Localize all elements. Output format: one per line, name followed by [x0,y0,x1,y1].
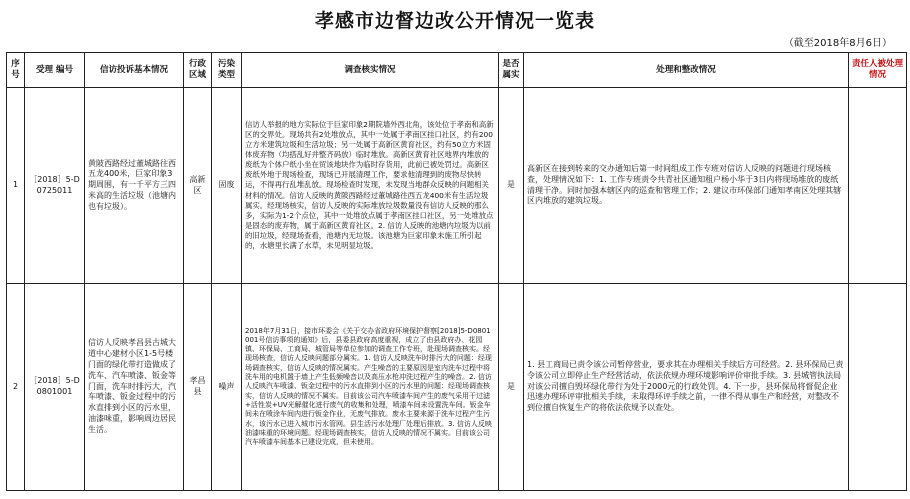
cell-pollution: 噪声 [212,284,242,491]
cell-verification: 2018年7月31日，接市环委会《关于交办省政府环境保护督察[2018]5-D0801001号信访事项的通知》后，县委县政府高度重视，成立了由县政府办、花园镇、环保局、工商局、城管局等单位参加的调查工作专班，赴现场调查核实。经现场核查，信访人反映问题部分属实。1. 信访人反映洗车时排污大的问题：经现场调查核实，信访人反映的情况属实。产生噪音的主要原因是室内洗车过程中将洗车用的电机置于墙上产生低频噪音以及高压水枪冲洗过程产生的噪音。2. 信访人反映汽车喷漆、钣金过程中的污水直排到小区的污水里的问题：经现场调查核实，信访人反映的情况不属实。目前该公司汽车喷漆车间产生的废气采用干过滤+活性炭+UV光解催化进行废气的收集和处理，喷漆车间未设置洗车间。钣金车间未在喷涂车间内进行钣金作业，无废气排放。废水主要来源于洗车过程产生污水，该污水已进入城市污水管网。县生活污水处理厂处理后排放。3. 信访人反映油漆味重的环境问题。经现场调查核实，信访人反映的情况不属实。目前该公司汽车喷漆车间基本已建设完成，但未使用。 [242,284,499,491]
cell-case-no: ［2018］5-D0801001 [25,284,85,491]
header-seq: 序号 [7,53,25,88]
disclosure-table [6,52,907,491]
cell-district: 高新区 [184,88,212,284]
table-row [7,88,907,284]
header-pollution: 污染类型 [212,53,242,88]
cell-handling: 1. 县工商局已责令该公司暂停营业，要求其在办理相关手续后方可经营。2. 县环保局已责令该公司立即停止生产经营活动，依法依规办理环境影响评价审批手续。3. 县城管执法局对该公司擅自毁坏绿化带行为处于2000元的行政处罚。4. 下一步，县环保局将督促企业迅速办理环评审批相关手续，未取得环评手续之前，一律不得从事生产和经营，对整改不到位擅自恢复生产的将依法依规予以查处。 [524,284,849,491]
cell-seq: 2 [7,284,25,491]
cell-handling: 高新区在接到转来的交办通知后第一时间组成工作专班对信访人反映的问题进行现场核查，处理情况如下：1. 工作专班责令共青社区通知租户杨小华于3日内将现场堆放的废纸清理干净。同时加强本辖区内的巡查和管理工作；2. 建议市环保部门通知孝南区处理其辖区内堆放的建筑垃圾。 [524,88,849,284]
cell-district: 孝昌县 [184,284,212,491]
header-valid: 是否属实 [499,53,524,88]
cell-seq: 1 [7,88,25,284]
table-row [7,284,907,491]
cell-valid: 是 [499,88,524,284]
as-of-date: （截至2018年8月6日） [783,38,892,49]
cell-pollution: 固废 [212,88,242,284]
cell-valid: 是 [499,284,524,491]
cell-accountability [849,88,907,284]
header-accountability: 责任人被处理情况 [849,53,907,88]
page-title: 孝感市边督边改公开情况一览表 [314,10,595,32]
header-district: 行政区域 [184,53,212,88]
header-complaint: 信访投诉基本情况 [85,53,184,88]
cell-complaint: 黄陂西路经过董城路往西五龙400米，巨家印象3期周围，有一千平方三四米高的生活垃圾（池塘内也有垃圾）。 [85,88,184,284]
header-case-no: 受理 编号 [25,53,85,88]
cell-accountability [849,284,907,491]
header-handling: 处理和整改情况 [524,53,849,88]
table-header-row [7,53,907,88]
header-verification: 调查核实情况 [242,53,499,88]
cell-verification: 信访人举报的地方实际位于巨家印象2期院墙外西北角，该处位于孝南和高新区的交界处。现场共有2处堆放点，其中一处属于孝南区挂口社区，约有200立方米建筑垃圾和生活垃圾；另一处属于高新区黄育社区，约有50立方米固体废弃物（均搭乱好并整齐码放）临时堆放。高新区黄育社区地界内堆放的废纸为个体户纸小坐在贸该地块作为临时存货用，此前已被处罚过。高新区废纸外地于现场检查，现场已开展清理工作，要求他清理到的废物尽快转运，不得再行乱堆乱放。现场检查时发现，未发现当地群众反映的问题相关材料的情况。信访人反映的黄陂西路经过董城路往西五龙400米有生活垃圾属实。经现场核实，信访人反映的实际堆放垃圾数量没有信访人反映的那么多，实际为1-2个点位，其中一处堆放点属于孝南区挂口社区，另一处堆放点是固态的废弃物，属于高新区黄育社区。2. 信访人反映的池塘内垃圾为以前的旧垃圾，经现场查看，池塘内无垃圾。该池塘为巨家印象未施工所引起的，水塘里长满了水草，未见明显垃圾。 [242,88,499,284]
cell-case-no: ［2018］5-D0725011 [25,88,85,284]
cell-complaint: 信访人反映孝昌县古城大道中心建材小区1-5号楼门面的绿化带打造做成了洗车、汽车喷漆、钣金等门面，洗车时排污大，汽车喷漆、钣金过程中的污水直排到小区的污水里，油漆味重，影响周边居民生活。 [85,284,184,491]
